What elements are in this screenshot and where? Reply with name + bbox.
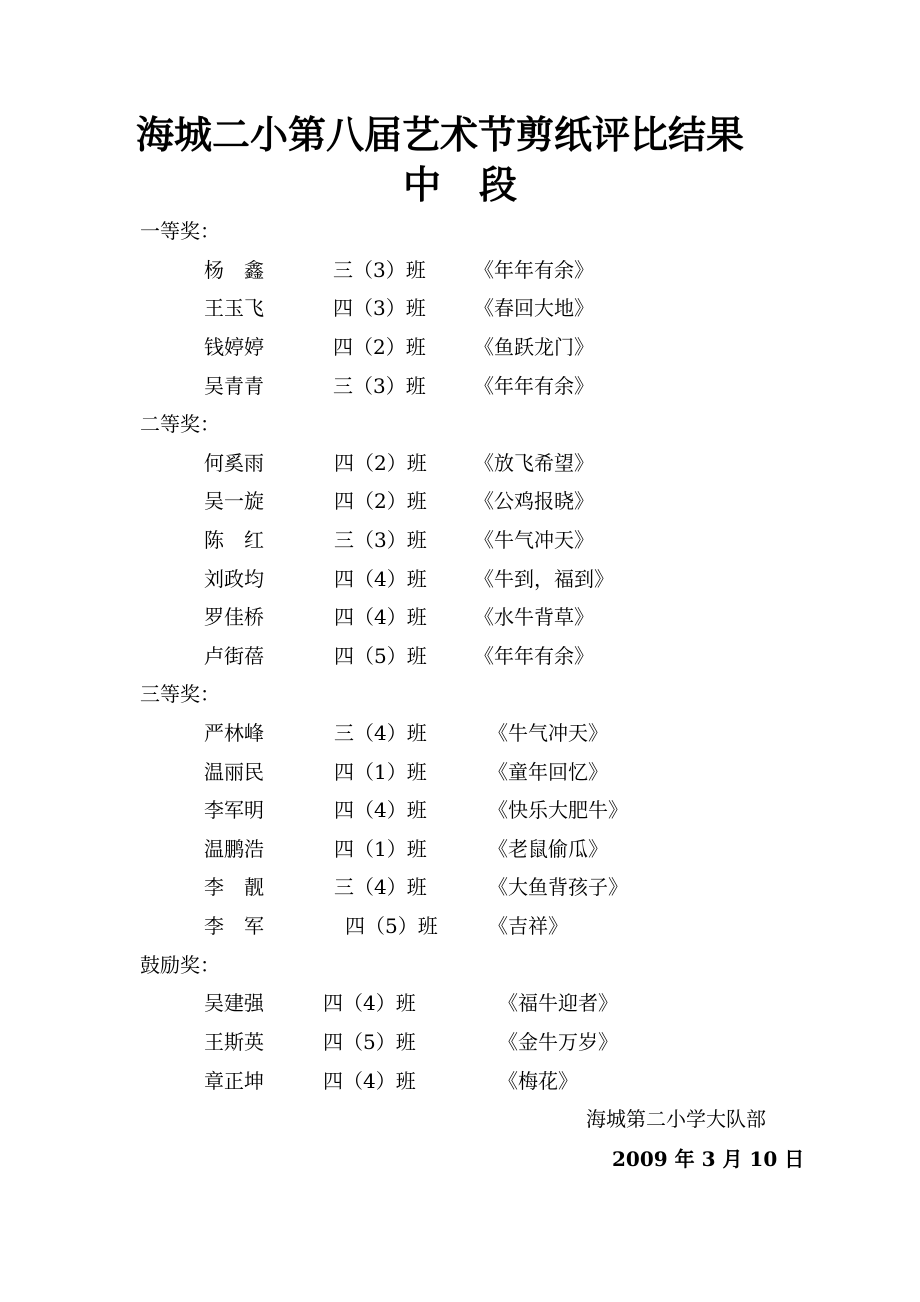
- student-class: 四（5）班: [345, 914, 438, 938]
- student-class: 四（5）班: [323, 1030, 416, 1054]
- work-title: 《老鼠偷瓜》: [488, 837, 608, 861]
- document-subtitle: 中 段: [402, 162, 517, 207]
- student-name: 吴青青: [204, 374, 264, 398]
- work-title: 《公鸡报晓》: [474, 489, 594, 513]
- work-title: 《年年有余》: [474, 644, 594, 668]
- work-title: 《吉祥》: [488, 914, 568, 938]
- student-class: 四（5）班: [334, 644, 427, 668]
- work-title: 《牛气冲天》: [488, 721, 608, 745]
- student-class: 三（3）班: [333, 374, 426, 398]
- student-class: 四（1）班: [334, 760, 427, 784]
- student-class: 三（3）班: [333, 258, 426, 282]
- student-name: 罗佳桥: [204, 605, 264, 629]
- student-name: 温鹏浩: [204, 837, 264, 861]
- student-name: 陈 红: [204, 528, 264, 552]
- student-name: 李 军: [204, 914, 264, 938]
- work-title: 《鱼跃龙门》: [474, 335, 594, 359]
- student-name: 吴一旋: [204, 489, 264, 513]
- student-class: 四（4）班: [334, 798, 427, 822]
- student-name: 王玉飞: [204, 296, 264, 320]
- student-name: 李军明: [204, 798, 264, 822]
- student-name: 温丽民: [204, 760, 264, 784]
- work-title: 《童年回忆》: [488, 760, 608, 784]
- student-class: 四（4）班: [334, 605, 427, 629]
- student-name: 严林峰: [204, 721, 264, 745]
- student-name: 李 靓: [204, 875, 264, 899]
- student-name: 何奚雨: [204, 451, 264, 475]
- work-title: 《牛气冲天》: [474, 528, 594, 552]
- student-class: 四（4）班: [323, 1069, 416, 1093]
- student-class: 四（3）班: [333, 296, 426, 320]
- work-title: 《金牛万岁》: [498, 1030, 618, 1054]
- student-name: 章正坤: [204, 1069, 264, 1093]
- work-title: 《梅花》: [498, 1069, 578, 1093]
- footer-date: 2009 年 3 月 10 日: [612, 1147, 805, 1171]
- document-title: 海城二小第八届艺术节剪纸评比结果: [135, 112, 744, 157]
- student-name: 钱婷婷: [204, 335, 264, 359]
- work-title: 《福牛迎者》: [498, 991, 618, 1015]
- footer-organization: 海城第二小学大队部: [586, 1107, 766, 1131]
- work-title: 《年年有余》: [474, 374, 594, 398]
- student-class: 四（4）班: [334, 567, 427, 591]
- work-title: 《牛到，福到》: [474, 567, 614, 591]
- student-class: 四（1）班: [334, 837, 427, 861]
- student-class: 四（2）班: [334, 489, 427, 513]
- section-label-encouragement-prize: 鼓励奖：: [140, 953, 220, 977]
- section-label-second-prize: 二等奖：: [140, 412, 220, 436]
- work-title: 《春回大地》: [474, 296, 594, 320]
- student-name: 刘政均: [204, 567, 264, 591]
- student-class: 三（3）班: [334, 528, 427, 552]
- work-title: 《大鱼背孩子》: [488, 875, 628, 899]
- section-label-third-prize: 三等奖：: [140, 682, 220, 706]
- work-title: 《水牛背草》: [474, 605, 594, 629]
- student-class: 三（4）班: [334, 721, 427, 745]
- work-title: 《年年有余》: [474, 258, 594, 282]
- student-name: 杨 鑫: [204, 258, 264, 282]
- work-title: 《快乐大肥牛》: [488, 798, 628, 822]
- student-name: 卢街蓓: [204, 644, 264, 668]
- student-class: 四（2）班: [334, 451, 427, 475]
- student-class: 四（4）班: [323, 991, 416, 1015]
- student-name: 吴建强: [204, 991, 264, 1015]
- student-name: 王斯英: [204, 1030, 264, 1054]
- student-class: 三（4）班: [334, 875, 427, 899]
- section-label-first-prize: 一等奖：: [140, 219, 220, 243]
- student-class: 四（2）班: [333, 335, 426, 359]
- work-title: 《放飞希望》: [474, 451, 594, 475]
